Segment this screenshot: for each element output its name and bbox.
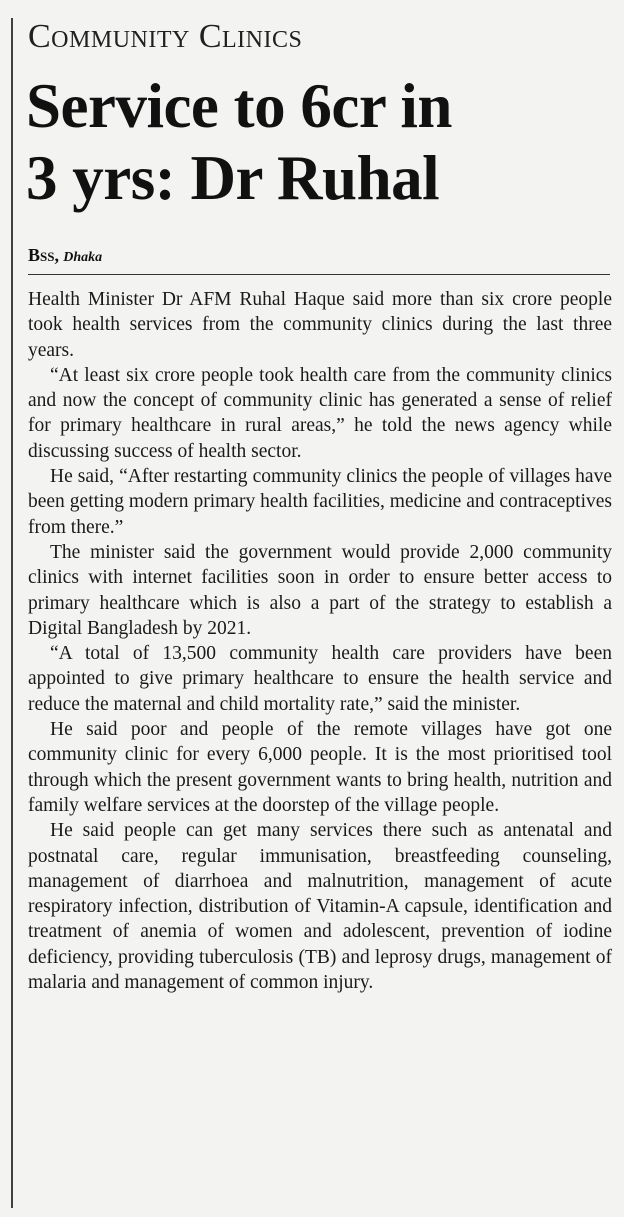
section-kicker: Community Clinics: [28, 18, 303, 55]
headline-line: Service to 6cr in: [26, 71, 452, 141]
divider: [28, 274, 610, 275]
byline-place: Dhaka: [63, 250, 103, 265]
article-paragraph: “A total of 13,500 community health care providers have been appointed to give primary healthcare to ensure the health service and reduce the maternal and child mortality rate,” said the minister.: [28, 643, 612, 715]
headline: [26, 70, 622, 214]
headline-line: 3 yrs: Dr Ruhal: [26, 143, 440, 213]
article-paragraph: He said people can get many services there such as antenatal and postnatal care, regular immunisation, breastfeeding counseling, management of diarrhoea and malnutrition, management of acute respiratory infection, distribution of Vitamin-A capsule, identification and treatment of anemia of women and adolescent, prevention of iodine deficiency, providing tuberculosis (TB) and leprosy drugs, management of malaria and management of common injury.: [28, 820, 612, 994]
byline: [28, 244, 102, 269]
column-rule: [11, 18, 13, 1208]
article-body: [28, 287, 612, 995]
article-paragraph: The minister said the government would provide 2,000 community clinics with internet facilities soon in order to ensure better access to primary healthcare which is also a part of the strategy to establish a Digital Bangladesh by 2021.: [28, 541, 612, 639]
article-paragraph: He said poor and people of the remote villages have got one community clinic for every 6,000 people. It is the most prioritised tool through which the present government wants to bring health, nutrition and family welfare services at the doorstep of the village people.: [28, 719, 612, 816]
byline-agency: Bss,: [28, 245, 59, 265]
article-paragraph: He said, “After restarting community clinics the people of villages have been getting modern primary health facilities, medicine and contraceptives from there.”: [28, 466, 612, 538]
article-paragraph: Health Minister Dr AFM Ruhal Haque said more than six crore people took health services from the community clinics during the last three years.: [28, 289, 612, 361]
article-paragraph: “At least six crore people took health care from the community clinics and now the concept of community clinic has generated a sense of relief for primary healthcare in rural areas,” he told the news agency while discussing success of health sector.: [28, 364, 612, 462]
